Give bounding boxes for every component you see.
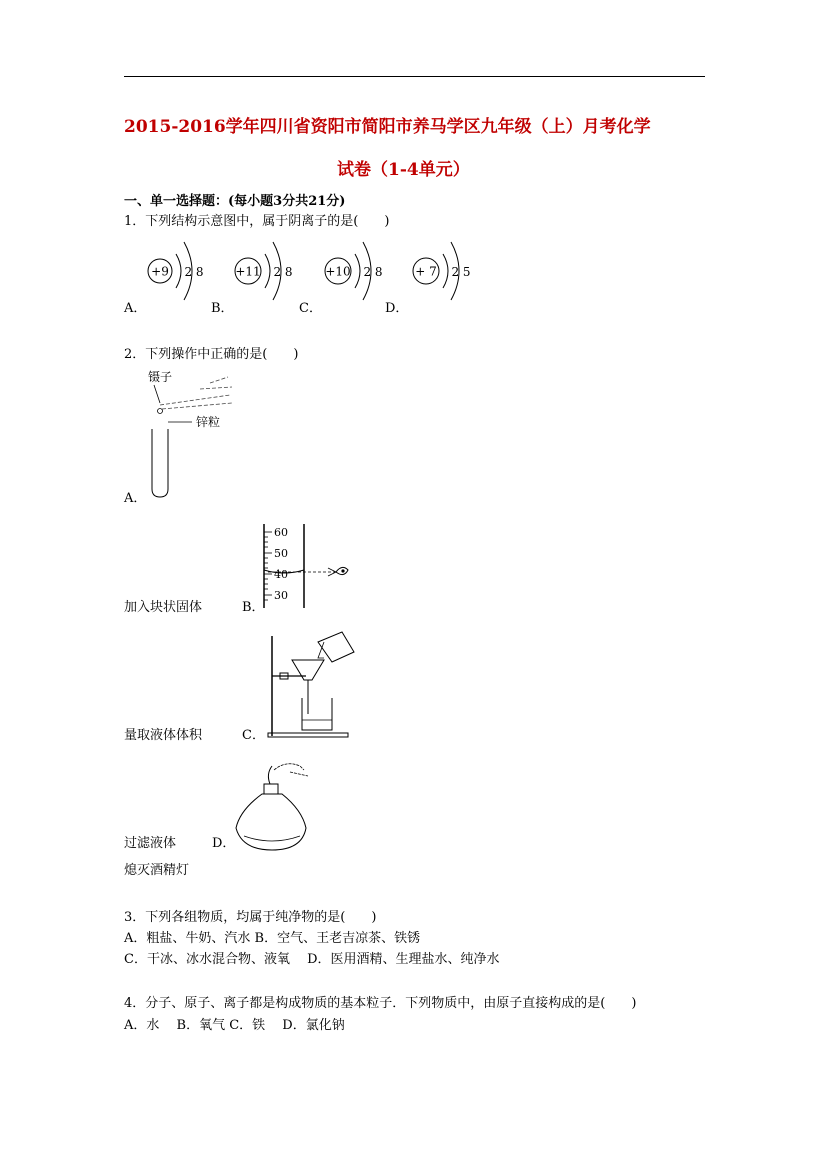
label-tweezers: 镊子 [148,370,173,384]
nucleus-charge: + 7 [415,264,437,279]
nucleus-charge: +9 [151,264,169,279]
zinc-granule-icon [158,409,163,414]
q3-stem: 3．下列各组物质，均属于纯净物的是( ) [124,910,377,925]
mouth-blowing-icon [274,764,308,776]
q2-stem: 2．下列操作中正确的是( ) [124,347,299,362]
atom-diagram-c [314,236,386,312]
q1-option-d-letter: D． [385,301,409,316]
title-line-2: 试卷（1-4单元） [337,160,470,180]
atom-diagram-a [140,236,210,312]
funnel-icon [292,660,324,680]
leader-line [154,385,160,403]
shell-electrons: 2 8 [184,265,204,279]
shell-electrons: 2 5 [451,265,471,279]
atom-diagram-b [226,236,298,312]
section-heading: 一、单一选择题：(每小题3分共21分) [124,194,346,209]
filtration-diagram [258,628,358,740]
flame-icon [268,766,272,784]
q2-c-caption: 过滤液体 [124,836,177,851]
q2-a-caption: 加入块状固体 [124,600,203,615]
eye-pupil [341,569,344,572]
q4-options: A．水 B．氧气 C．铁 D．氯化钠 [124,1018,345,1033]
q2-a-letter: A． [124,491,147,506]
graduated-cylinder-diagram [258,520,354,612]
q1-option-c-letter: C． [299,301,322,316]
q2-b-letter: B． [242,600,265,615]
nucleus-charge: +10 [325,264,351,279]
lamp-neck [264,784,278,794]
label-zinc: 锌粒 [196,415,221,429]
electron-shell-1 [443,254,448,288]
q2-d-caption: 熄灭酒精灯 [124,863,190,878]
test-tube-icon [152,429,168,497]
scale-ticks [264,532,272,600]
electron-shell-1 [355,254,360,288]
tick-label: 50 [274,547,288,560]
beaker-pouring-icon [318,632,354,662]
q1-option-b-letter: B． [211,301,234,316]
q4-stem: 4．分子、原子、离子都是构成物质的基本粒子．下列物质中，由原子直接构成的是( ) [124,996,637,1011]
atom-diagram-d [402,236,474,312]
q2-d-letter: D． [212,836,236,851]
title-line-1: 2015-2016学年四川省资阳市简阳市养马学区九年级（上）月考化学 [124,117,651,137]
alcohol-lamp-icon [236,794,306,850]
q2-b-caption: 量取液体体积 [124,728,203,743]
q1-option-a-letter: A． [124,301,147,316]
alcohol-lamp-diagram [228,756,318,856]
q3-options-line-2: C．干冰、冰水混合物、液氧 D．医用酒精、生理盐水、纯净水 [124,952,500,967]
shell-electrons: 2 8 [273,265,293,279]
q3-options-line-1: A．粗盐、牛奶、汽水 B．空气、王老吉凉茶、铁锈 [124,931,421,946]
lamp-liquid [244,836,300,841]
electron-shell-1 [176,254,181,288]
electron-shell-1 [265,254,270,288]
header-rule [124,76,705,77]
tweezers-zinc-diagram [140,365,245,503]
nucleus-charge: +11 [235,264,261,279]
beaker-icon [302,698,332,730]
shell-electrons: 2 8 [363,265,383,279]
q2-c-letter: C． [242,728,265,743]
tick-label: 30 [274,589,288,602]
tick-label: 40 [274,568,288,581]
tick-label: 60 [274,526,288,539]
iron-stand-base [268,733,348,737]
q1-stem: 1．下列结构示意图中，属于阴离子的是( ) [124,214,390,229]
